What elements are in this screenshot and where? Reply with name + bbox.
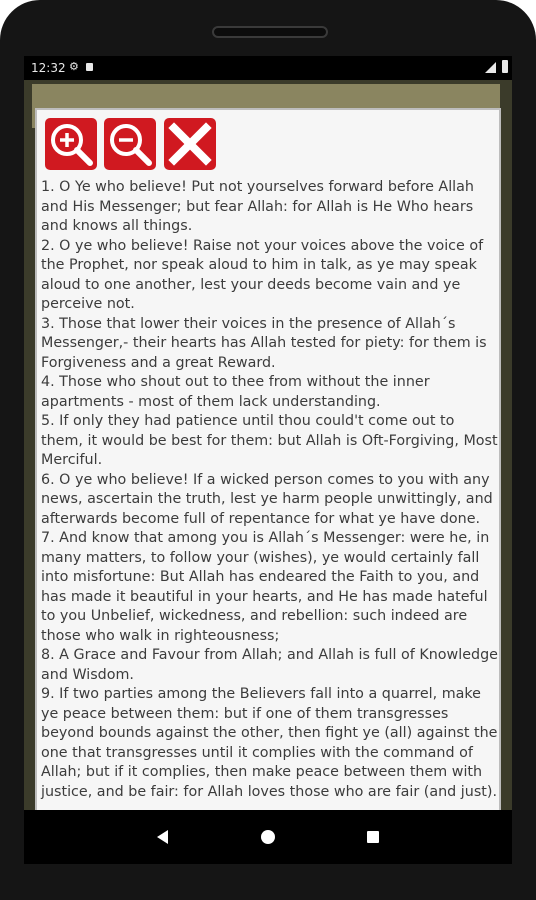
verse-3: 3. Those that lower their voices in the presence of Allah´s Messenger,- their hearts has Allah tested for piety: for them is Forgiveness and a great Reward. <box>41 315 487 371</box>
verse-7: 7. And know that among you is Allah´s Messenger: were he, in many matters, to follow your (wishes), ye would certainly fall into misfortune: But Allah has endeared the Faith to you, and has made it beautiful in your hearts, and He has made hateful to you Unbelief, wickedness, and rebellion: such indeed are those who walk in righteousness; <box>41 530 490 644</box>
verse-dialog <box>35 108 501 824</box>
zoom-in-icon <box>45 118 97 170</box>
close-icon <box>164 118 216 170</box>
screen <box>24 56 512 864</box>
status-time: 12:32 <box>31 61 66 75</box>
signal-icon <box>485 62 496 73</box>
verse-1: 1. O Ye who believe! Put not yourselves forward before Allah and His Messenger; but fear Allah: for Allah is He Who hears and knows all things. <box>41 179 474 234</box>
zoom-out-button[interactable] <box>104 118 156 170</box>
verse-8: 8. A Grace and Favour from Allah; and Allah is full of Knowledge and Wisdom. <box>41 647 498 683</box>
sd-card-icon <box>86 63 93 71</box>
home-icon[interactable] <box>261 830 275 844</box>
zoom-out-icon <box>104 118 156 170</box>
battery-icon <box>502 60 508 73</box>
close-button[interactable] <box>164 118 216 170</box>
verse-6: 6. O ye who believe! If a wicked person comes to you with any news, ascertain the truth, lest ye harm people unwittingly, and afterwards become full of repentance for what ye have done. <box>41 471 493 527</box>
navigation-bar <box>24 810 512 864</box>
verse-4: 4. Those who shout out to thee from without the inner apartments - most of them lack understanding. <box>41 374 430 410</box>
verse-5: 5. If only they had patience until thou could't come out to them, it would be best for them: but Allah is Oft-Forgiving, Most Merciful. <box>41 413 498 468</box>
status-bar <box>24 56 512 80</box>
back-icon[interactable] <box>157 830 168 844</box>
verse-text-area[interactable] <box>41 178 499 802</box>
app-background <box>24 80 512 810</box>
verse-9: 9. If two parties among the Believers fall into a quarrel, make ye peace between them: but if one of them transgresses beyond bounds against the other, then fight ye (all) against the one that transgresses until it complies with the command of Allah; but if it complies, then make peace between them with justice, and be fair: for Allah loves those who are fair (and just). <box>41 686 498 800</box>
recents-icon[interactable] <box>367 831 379 843</box>
zoom-in-button[interactable] <box>45 118 97 170</box>
verse-2: 2. O ye who believe! Raise not your voices above the voice of the Prophet, nor speak aloud to him in talk, as ye may speak aloud to one another, lest your deeds become vain and ye perceive not. <box>41 237 484 312</box>
gear-icon: ⚙ <box>69 60 79 73</box>
speaker-grille <box>212 26 328 38</box>
